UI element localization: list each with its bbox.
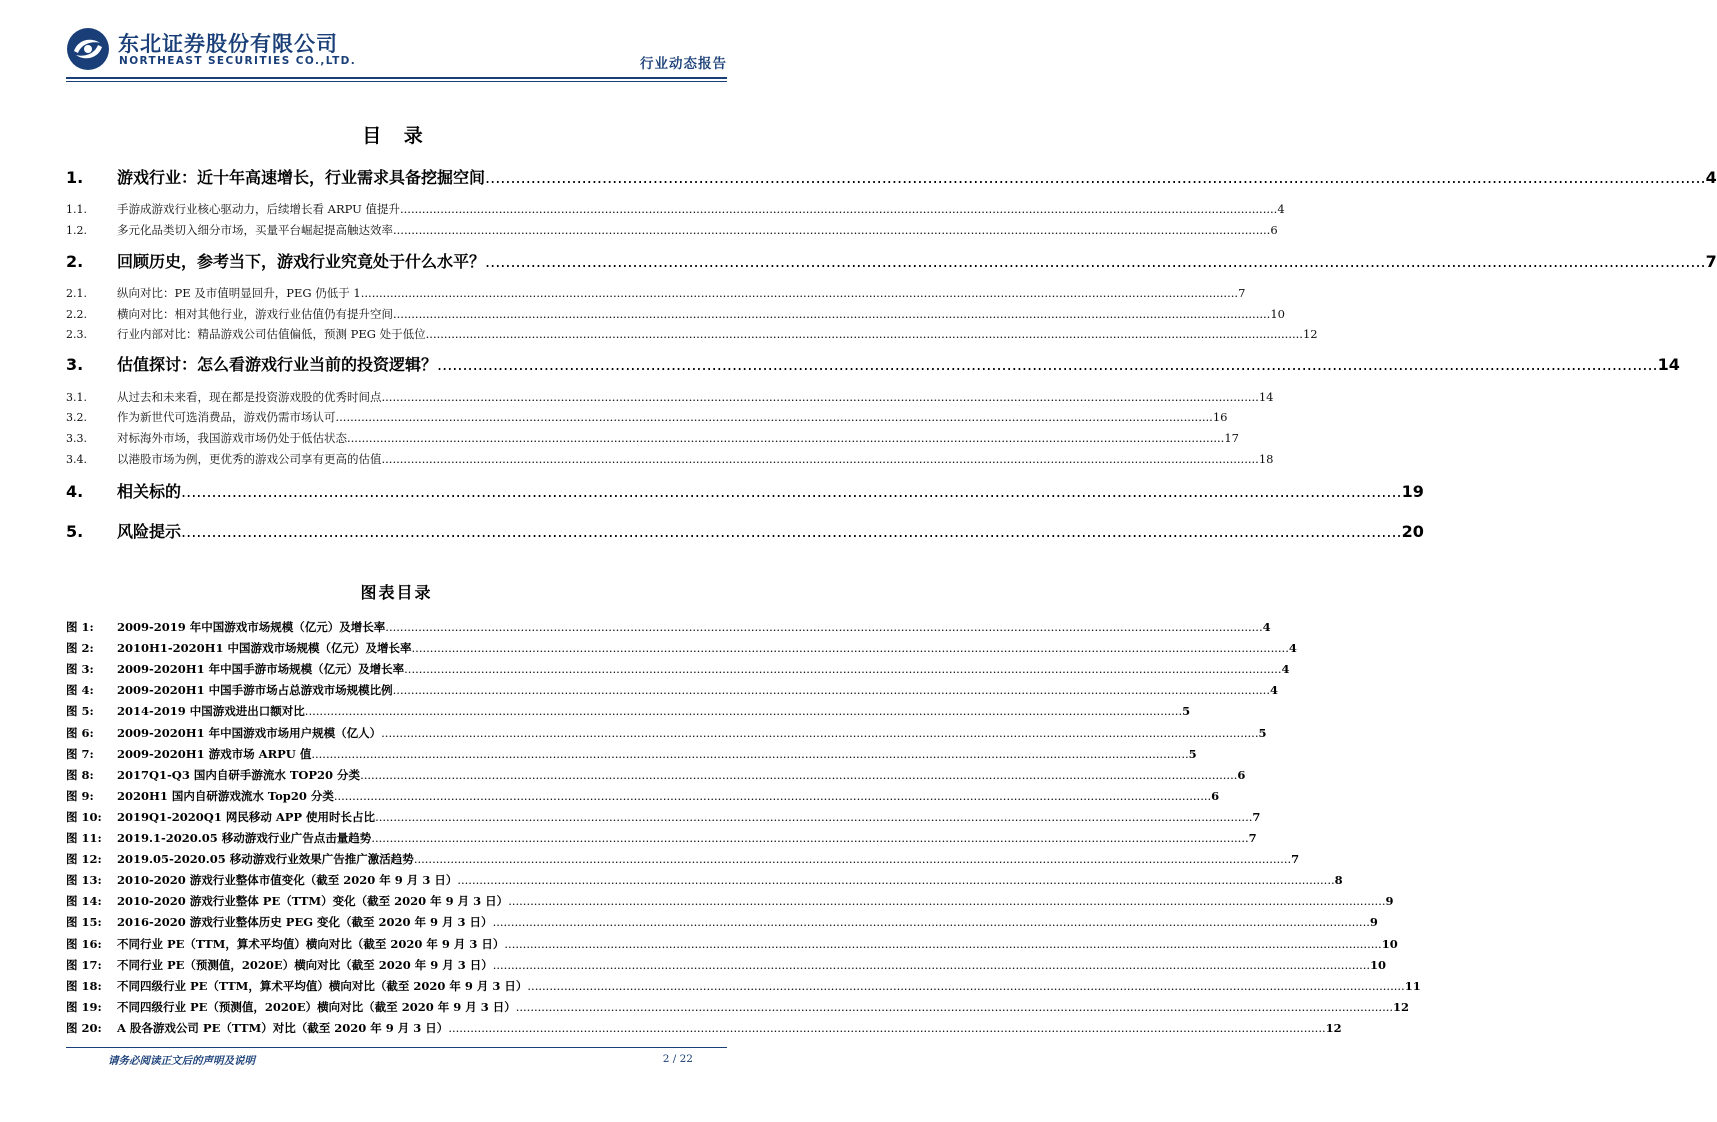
toc-entry-page: 14: [1657, 355, 1680, 374]
toc-section-entry[interactable]: [66, 479, 1424, 502]
figure-entry-title: 2009-2020H1 年中国游戏市场用户规模（亿人）: [117, 725, 382, 740]
toc-entry-page: 12: [1302, 327, 1318, 341]
toc-entry-number: 4.: [66, 482, 84, 501]
company-logo-icon: [66, 27, 110, 71]
toc-entry-page: 7: [1238, 286, 1246, 300]
toc-dot-leader: [181, 522, 1402, 541]
toc-dot-leader: [485, 252, 1706, 271]
figure-entry-page: 4: [1262, 620, 1271, 634]
figure-list-entry[interactable]: [66, 682, 1278, 698]
toc-entry-title: 行业内部对比：精品游戏公司估值偏低，预测 PEG 处于低位: [117, 327, 426, 341]
figure-entry-number: 图 15:: [66, 915, 102, 930]
toc-entry-page: 7: [1705, 252, 1717, 271]
toc-dot-leader: [485, 168, 1706, 187]
toc-subsection-entry[interactable]: [66, 201, 1285, 217]
figure-list-entry[interactable]: [66, 914, 1378, 930]
figure-entry-title: 2009-2020H1 年中国手游市场规模（亿元）及增长率: [117, 662, 405, 677]
figure-entry-title: 2010-2020 游戏行业整体 PE（TTM）变化（截至 2020 年 9 月 3 日）: [117, 894, 509, 909]
figure-entry-number: 图 5:: [66, 704, 94, 719]
figure-entry-number: 图 12:: [66, 852, 102, 867]
figure-entry-number: 图 16:: [66, 936, 102, 951]
toc-subsection-entry[interactable]: [66, 326, 1318, 342]
figure-dot-leader: [305, 704, 1182, 718]
figure-dot-leader: [493, 915, 1370, 929]
figure-entry-number: 图 8:: [66, 767, 94, 782]
figure-dot-leader: [493, 958, 1370, 972]
toc-entry-number: 5.: [66, 522, 84, 541]
company-name-cn: 东北证券股份有限公司: [118, 32, 338, 56]
toc-entry-title: 作为新世代可选消费品，游戏仍需市场认可: [117, 410, 336, 424]
report-type-label: 行业动态报告: [640, 56, 727, 72]
figure-entry-page: 7: [1252, 809, 1261, 824]
toc-dot-leader: [347, 431, 1224, 445]
figure-entry-number: 图 7:: [66, 746, 94, 761]
figure-dot-leader: [504, 937, 1381, 951]
toc-entry-number: 3.2.: [66, 411, 87, 424]
toc-subsection-entry[interactable]: [66, 430, 1239, 446]
toc-section-entry[interactable]: [66, 519, 1424, 542]
figure-entry-page: 5: [1258, 725, 1267, 740]
figure-entry-number: 图 10:: [66, 809, 102, 824]
toc-subsection-entry[interactable]: [66, 451, 1274, 467]
figure-entry-page: 12: [1325, 1020, 1342, 1035]
figure-entry-page: 5: [1188, 746, 1197, 761]
toc-subsection-entry[interactable]: [66, 222, 1278, 238]
toc-entry-page: 14: [1258, 390, 1274, 404]
figure-entry-page: 6: [1237, 767, 1246, 782]
figure-dot-leader: [375, 810, 1252, 824]
figure-dot-leader: [385, 620, 1262, 634]
toc-dot-leader: [181, 482, 1402, 501]
toc-entry-number: 1.: [66, 168, 84, 187]
toc-entry-page: 20: [1401, 522, 1424, 541]
figure-list-entry[interactable]: [66, 851, 1300, 867]
figure-entry-number: 图 17:: [66, 957, 102, 972]
figure-entry-page: 11: [1404, 978, 1421, 993]
figure-dot-leader: [381, 726, 1258, 740]
figure-entry-title: 2010H1-2020H1 中国游戏市场规模（亿元）及增长率: [117, 641, 412, 656]
figure-dot-leader: [371, 831, 1248, 845]
toc-entry-number: 3.1.: [66, 391, 87, 404]
figure-entry-page: 7: [1291, 852, 1300, 867]
toc-entry-title: 从过去和未来看，现在都是投资游戏股的优秀时间点: [117, 390, 382, 404]
figure-list-entry[interactable]: [66, 661, 1290, 677]
figure-entry-title: 不同行业 PE（TTM，算术平均值）横向对比（截至 2020 年 9 月 3 日）: [117, 936, 505, 951]
figure-dot-leader: [508, 894, 1385, 908]
figure-entry-page: 9: [1385, 894, 1394, 909]
toc-entry-number: 2.3.: [66, 328, 87, 341]
toc-entry-title: 手游成游戏行业核心驱动力，后续增长看 ARPU 值提升: [117, 202, 400, 216]
figure-dot-leader: [360, 768, 1237, 782]
toc-entry-title: 以港股市场为例，更优秀的游戏公司享有更高的估值: [117, 452, 382, 466]
figure-dot-leader: [516, 1000, 1393, 1014]
figure-entry-page: 4: [1269, 683, 1278, 698]
toc-entry-title: 横向对比：相对其他行业，游戏行业估值仍有提升空间: [117, 307, 393, 321]
figure-dot-leader: [393, 683, 1270, 697]
toc-dot-leader: [336, 410, 1213, 424]
toc-subsection-entry[interactable]: [66, 389, 1274, 405]
figure-entry-number: 图 2:: [66, 641, 94, 656]
footer-divider: [66, 1047, 727, 1048]
figure-list-entry[interactable]: [66, 999, 1410, 1015]
figure-dot-leader: [448, 1021, 1325, 1035]
figure-list-entry[interactable]: [66, 767, 1246, 783]
header-divider-thin: [66, 81, 727, 82]
figure-entry-title: 2010-2020 游戏行业整体市值变化（截至 2020 年 9 月 3 日）: [117, 873, 458, 888]
figure-dot-leader: [457, 873, 1334, 887]
toc-dot-leader: [426, 327, 1303, 341]
toc-entry-page: 4: [1705, 168, 1717, 187]
figure-entry-page: 8: [1334, 873, 1343, 888]
toc-entry-title: 风险提示: [117, 522, 182, 541]
figure-dot-leader: [414, 852, 1291, 866]
toc-entry-page: 10: [1270, 307, 1285, 321]
toc-subsection-entry[interactable]: [66, 306, 1285, 322]
header-divider: [66, 77, 727, 79]
figure-list-entry[interactable]: [66, 978, 1421, 994]
figure-list-entry[interactable]: [66, 640, 1297, 656]
toc-entry-number: 2.2.: [66, 308, 87, 321]
toc-entry-page: 17: [1224, 431, 1239, 445]
figure-list-entry[interactable]: [66, 936, 1398, 952]
figure-list-title: 图表目录: [360, 583, 433, 602]
toc-entry-title: 游戏行业：近十年高速增长，行业需求具备挖掘空间: [117, 168, 486, 187]
figure-entry-number: 图 1:: [66, 620, 94, 634]
toc-dot-leader: [393, 307, 1270, 321]
figure-entry-number: 图 14:: [66, 894, 102, 909]
toc-entry-number: 1.1.: [66, 203, 87, 216]
figure-list-entry[interactable]: [66, 957, 1387, 973]
page-indicator: 2 / 22: [662, 1053, 693, 1065]
figure-dot-leader: [412, 641, 1289, 655]
figure-entry-title: 2019.05-2020.05 移动游戏行业效果广告推广激活趋势: [117, 852, 414, 867]
toc-dot-leader: [382, 390, 1259, 404]
figure-list-entry[interactable]: [66, 746, 1197, 762]
toc-entry-title: 多元化品类切入细分市场，买量平台崛起提高触达效率: [117, 223, 393, 237]
company-name-en: NORTHEAST SECURITIES CO.,LTD.: [119, 55, 357, 67]
toc-subsection-entry[interactable]: [66, 285, 1246, 301]
toc-dot-leader: [393, 223, 1270, 237]
toc-entry-title: 回顾历史，参考当下，游戏行业究竟处于什么水平？: [117, 252, 486, 271]
toc-dot-leader: [382, 452, 1259, 466]
figure-entry-page: 4: [1288, 641, 1297, 656]
figure-entry-page: 10: [1381, 936, 1398, 951]
figure-dot-leader: [311, 747, 1188, 761]
figure-entry-number: 图 19:: [66, 999, 102, 1014]
figure-entry-number: 图 9:: [66, 788, 94, 803]
toc-entry-number: 2.: [66, 252, 84, 271]
figure-entry-title: 2020H1 国内自研游戏流水 Top20 分类: [117, 788, 334, 803]
figure-entry-number: 图 18:: [66, 978, 102, 993]
figure-entry-number: 图 13:: [66, 873, 102, 888]
toc-entry-title: 估值探讨：怎么看游戏行业当前的投资逻辑？: [117, 355, 438, 374]
toc-entry-number: 3.4.: [66, 453, 87, 466]
footer-disclaimer: 请务必阅读正文后的声明及说明: [108, 1055, 255, 1067]
figure-entry-title: 不同四级行业 PE（预测值，2020E）横向对比（截至 2020 年 9 月 3 日）: [117, 999, 516, 1014]
toc-section-entry[interactable]: [66, 165, 1717, 188]
figure-dot-leader: [334, 789, 1211, 803]
figure-list-entry[interactable]: [66, 725, 1267, 741]
toc-subsection-entry[interactable]: [66, 409, 1228, 425]
figure-entry-title: 2009-2020H1 游戏市场 ARPU 值: [117, 746, 312, 761]
figure-entry-title: 不同四级行业 PE（TTM，算术平均值）横向对比（截至 2020 年 9 月 3 日）: [117, 978, 528, 993]
figure-entry-page: 10: [1370, 957, 1387, 972]
figure-entry-title: A 股各游戏公司 PE（TTM）对比（截至 2020 年 9 月 3 日）: [117, 1020, 449, 1035]
toc-dot-leader: [400, 202, 1277, 216]
figure-entry-page: 9: [1369, 915, 1378, 930]
figure-entry-number: 图 4:: [66, 683, 94, 698]
toc-dot-leader: [361, 286, 1238, 300]
toc-entry-title: 相关标的: [117, 482, 182, 501]
figure-entry-title: 不同行业 PE（预测值，2020E）横向对比（截至 2020 年 9 月 3 日）: [117, 957, 493, 972]
toc-entry-number: 3.: [66, 355, 84, 374]
figure-entry-number: 图 6:: [66, 725, 94, 740]
toc-entry-number: 1.2.: [66, 224, 87, 237]
figure-entry-number: 图 20:: [66, 1020, 102, 1035]
figure-entry-title: 2019Q1-2020Q1 网民移动 APP 使用时长占比: [117, 809, 376, 824]
toc-entry-page: 18: [1258, 452, 1274, 466]
toc-title: 目 录: [362, 125, 431, 147]
figure-list-entry[interactable]: [66, 1020, 1342, 1036]
toc-entry-page: 19: [1401, 482, 1424, 501]
figure-entry-title: 2014-2019 中国游戏进出口额对比: [117, 704, 305, 719]
figure-entry-page: 4: [1281, 662, 1290, 677]
figure-entry-title: 2016-2020 游戏行业整体历史 PEG 变化（截至 2020 年 9 月 3 日）: [117, 915, 493, 930]
toc-entry-number: 3.3.: [66, 432, 87, 445]
toc-dot-leader: [437, 355, 1658, 374]
toc-entry-number: 2.1.: [66, 287, 87, 300]
figure-list-entry[interactable]: [66, 872, 1343, 888]
figure-entry-title: 2009-2019 年中国游戏市场规模（亿元）及增长率: [117, 620, 386, 634]
figure-entry-title: 2009-2020H1 中国手游市场占总游戏市场规模比例: [117, 683, 393, 698]
toc-entry-page: 4: [1277, 202, 1285, 216]
toc-entry-page: 6: [1270, 223, 1278, 237]
toc-section-entry[interactable]: [66, 249, 1717, 272]
figure-entry-page: 6: [1211, 788, 1220, 803]
figure-entry-page: 12: [1393, 999, 1410, 1014]
figure-list-entry[interactable]: [66, 788, 1220, 804]
figure-list-entry[interactable]: [66, 809, 1261, 825]
figure-entry-number: 图 11:: [66, 831, 102, 845]
toc-entry-title: 纵向对比：PE 及市值明显回升，PEG 仍低于 1: [117, 286, 361, 300]
figure-entry-title: 2017Q1-Q3 国内自研手游流水 TOP20 分类: [117, 767, 361, 782]
figure-entry-page: 5: [1182, 704, 1191, 719]
figure-entry-number: 图 3:: [66, 662, 94, 677]
figure-list-entry[interactable]: [66, 703, 1191, 719]
figure-list-entry[interactable]: [66, 830, 1257, 846]
toc-entry-title: 对标海外市场，我国游戏市场仍处于低估状态: [117, 431, 347, 445]
toc-entry-page: 16: [1212, 410, 1228, 424]
toc-section-entry[interactable]: [66, 352, 1680, 375]
figure-entry-title: 2019.1-2020.05 移动游戏行业广告点击量趋势: [117, 831, 372, 845]
figure-list-entry[interactable]: [66, 893, 1394, 909]
figure-dot-leader: [404, 662, 1281, 676]
figure-dot-leader: [527, 979, 1404, 993]
figure-entry-page: 7: [1248, 831, 1257, 845]
figure-list-entry[interactable]: [66, 619, 1271, 635]
